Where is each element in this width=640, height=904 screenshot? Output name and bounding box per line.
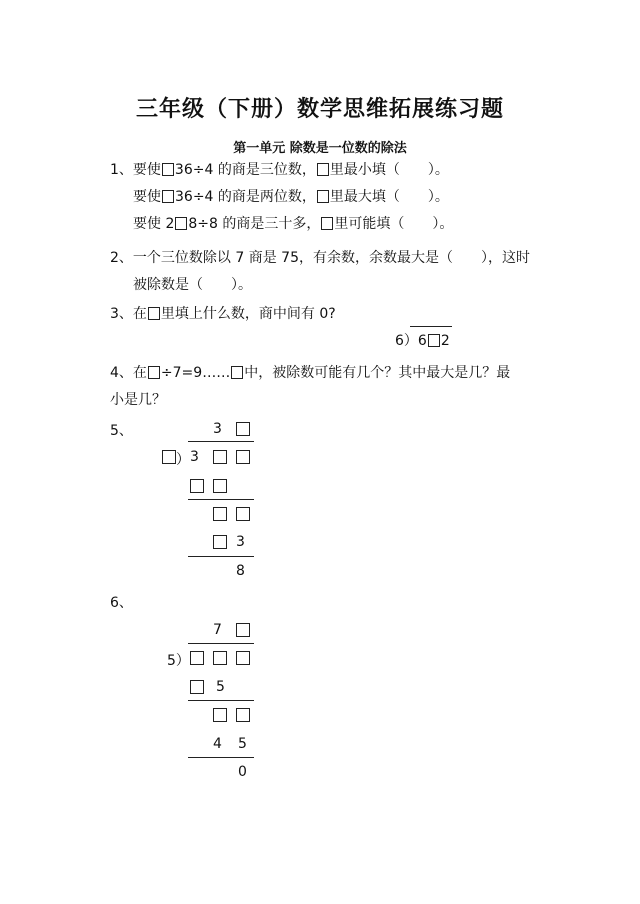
subtraction-line [188, 556, 254, 557]
blank-box [162, 163, 174, 176]
division-bar [188, 643, 254, 644]
question-5-number: 5、 [110, 423, 133, 439]
q6-quotient-digit: 7 [213, 622, 222, 638]
blank-box [213, 708, 227, 722]
q5-remainder: 8 [236, 563, 245, 579]
blank-box [190, 479, 204, 493]
question-1-line-c: 要使 2 8÷8 的商是三十多， 里可能填（ ）。 [133, 216, 454, 232]
q5-quotient-digit: 3 [213, 421, 222, 437]
blank-box [190, 651, 204, 665]
blank-box [213, 651, 227, 665]
q6-row-digit: 4 [213, 736, 222, 752]
subtraction-line [188, 757, 254, 758]
question-3-number: 3、 [110, 306, 133, 322]
question-1-number: 1、 [110, 162, 133, 178]
blank-box [148, 366, 160, 379]
subtraction-line [188, 499, 254, 500]
blank-box [162, 450, 176, 464]
blank-box [236, 708, 250, 722]
blank-box [236, 623, 250, 637]
blank-box [213, 479, 227, 493]
blank-box [317, 190, 329, 203]
blank-box [213, 450, 227, 464]
division-bar [410, 326, 452, 327]
question-4-number: 4、 [110, 365, 133, 381]
question-4-line-1: 4、在 ÷7=9…… 中，被除数可能有几个？其中最大是几？最 [110, 365, 511, 381]
blank-box [231, 366, 243, 379]
division-bar [188, 441, 254, 442]
blank-box [175, 217, 187, 230]
unit-subtitle: 第一单元 除数是一位数的除法 [233, 141, 407, 156]
blank-box [321, 217, 333, 230]
q6-row-digit: 5 [216, 679, 225, 695]
blank-box [236, 450, 250, 464]
blank-box [148, 307, 160, 320]
subtraction-line [188, 700, 254, 701]
page-title: 三年级（下册）数学思维拓展练习题 [135, 96, 504, 122]
blank-box [428, 334, 440, 347]
q5-row-digit: 3 [236, 534, 245, 550]
blank-box [213, 535, 227, 549]
q6-divisor: 5） [167, 653, 190, 669]
blank-box [236, 422, 250, 436]
q5-divisor-bracket: ） [176, 452, 190, 468]
q6-remainder: 0 [238, 764, 247, 780]
question-3-line: 3、在 里填上什么数，商中间有 0? [110, 306, 336, 322]
question-2-line-2: 被除数是（ ）。 [133, 277, 252, 293]
question-2-line-1: 2、一个三位数除以 7 商是 75，有余数，余数最大是（ ），这时 [110, 250, 530, 266]
q6-row-digit: 5 [238, 736, 247, 752]
question-3-division: 6）6 2 [395, 333, 450, 349]
question-4-line-2: 小是几？ [110, 392, 166, 408]
question-2-number: 2、 [110, 250, 133, 266]
question-6-number: 6、 [110, 595, 133, 611]
question-1-line-b: 要使 36÷4 的商是两位数， 里最大填（ ）。 [133, 189, 449, 205]
blank-box [213, 507, 227, 521]
q5-dividend-first-digit: 3 [190, 449, 199, 465]
blank-box [190, 680, 204, 694]
blank-box [162, 190, 174, 203]
question-1-line-a: 1、要使 36÷4 的商是三位数， 里最小填（ ）。 [110, 162, 449, 178]
blank-box [317, 163, 329, 176]
blank-box [236, 507, 250, 521]
blank-box [236, 651, 250, 665]
